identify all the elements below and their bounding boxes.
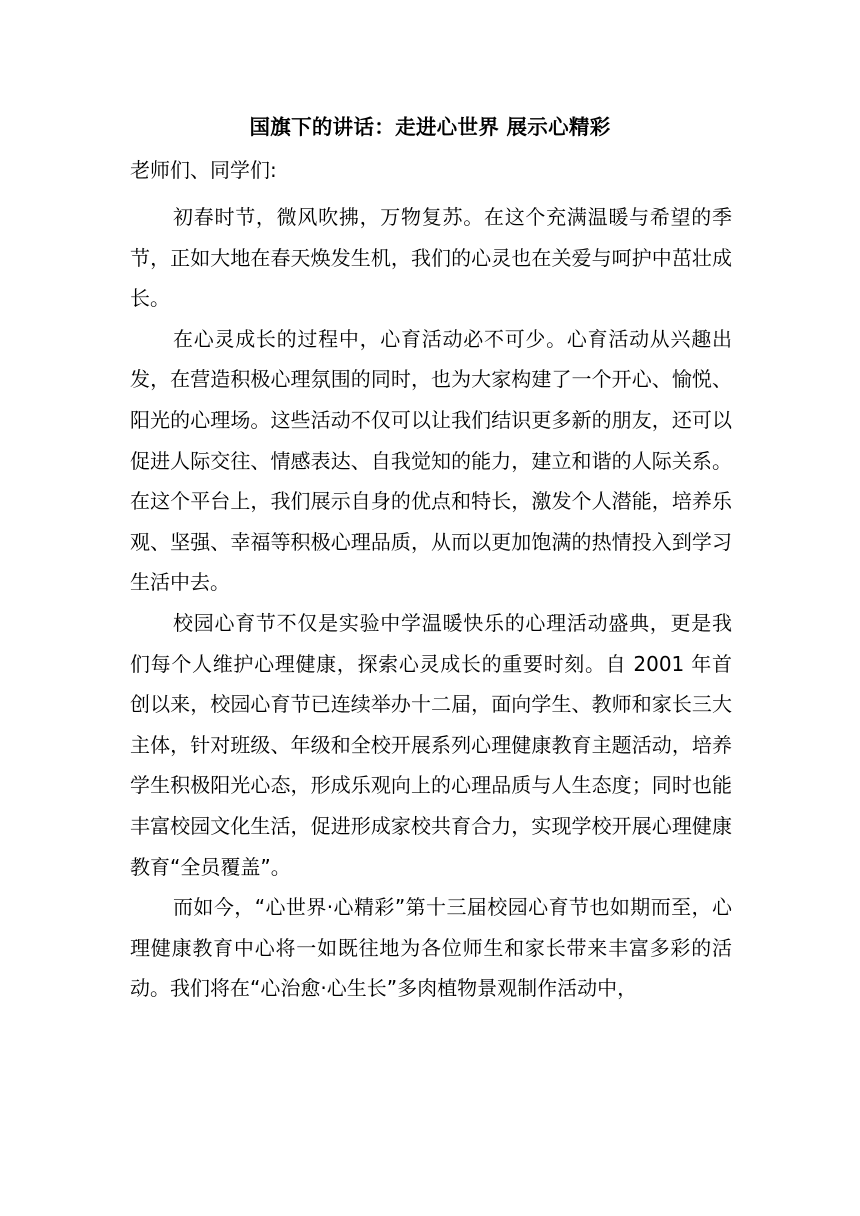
body-text xyxy=(130,197,732,1009)
paragraph: 在心灵成长的过程中，心育活动必不可少。心育活动从兴趣出发，在营造积极心理氛围的同时，也为大家构建了一个开心、愉悦、阳光的心理场。这些活动不仅可以让我们结识更多新的朋友，还可以促进人际交往、情感表达、自我觉知的能力，建立和谐的人际关系。在这个平台上，我们展示自身的优点和特长，激发个人潜能，培养乐观、坚强、幸福等积极心理品质，从而以更加饱满的热情投入到学习生活中去。 xyxy=(130,326,732,595)
document-title: 国旗下的讲话：走进心世界 展示心精彩 xyxy=(249,115,611,139)
paragraph: 初春时节，微风吹拂，万物复苏。在这个充满温暖与希望的季节，正如大地在春天焕发生机，我们的心灵也在关爱与呵护中茁壮成长。 xyxy=(130,205,732,311)
paragraph: 而如今，“心世界·心精彩”第十三届校园心育节也如期而至，心理健康教育中心将一如既往地为各位师生和家长带来丰富多彩的活动。我们将在“心治愈·心生长”多肉植物景观制作活动中， xyxy=(130,895,732,1001)
paragraph: 校园心育节不仅是实验中学温暖快乐的心理活动盛典，更是我们每个人维护心理健康，探索心灵成长的重要时刻。自 2001 年首创以来，校园心育节已连续举办十二届，面向学生、教师和家长三大主体，针对班级、年级和全校开展系列心理健康教育主题活动，培养学生积极阳光心态，形成乐观向上的心理品质与人生态度；同时也能丰富校园文化生活，促进形成家校共育合力，实现学校开展心理健康教育“全员覆盖”。 xyxy=(130,610,732,879)
salutation: 老师们、同学们: xyxy=(130,158,277,182)
